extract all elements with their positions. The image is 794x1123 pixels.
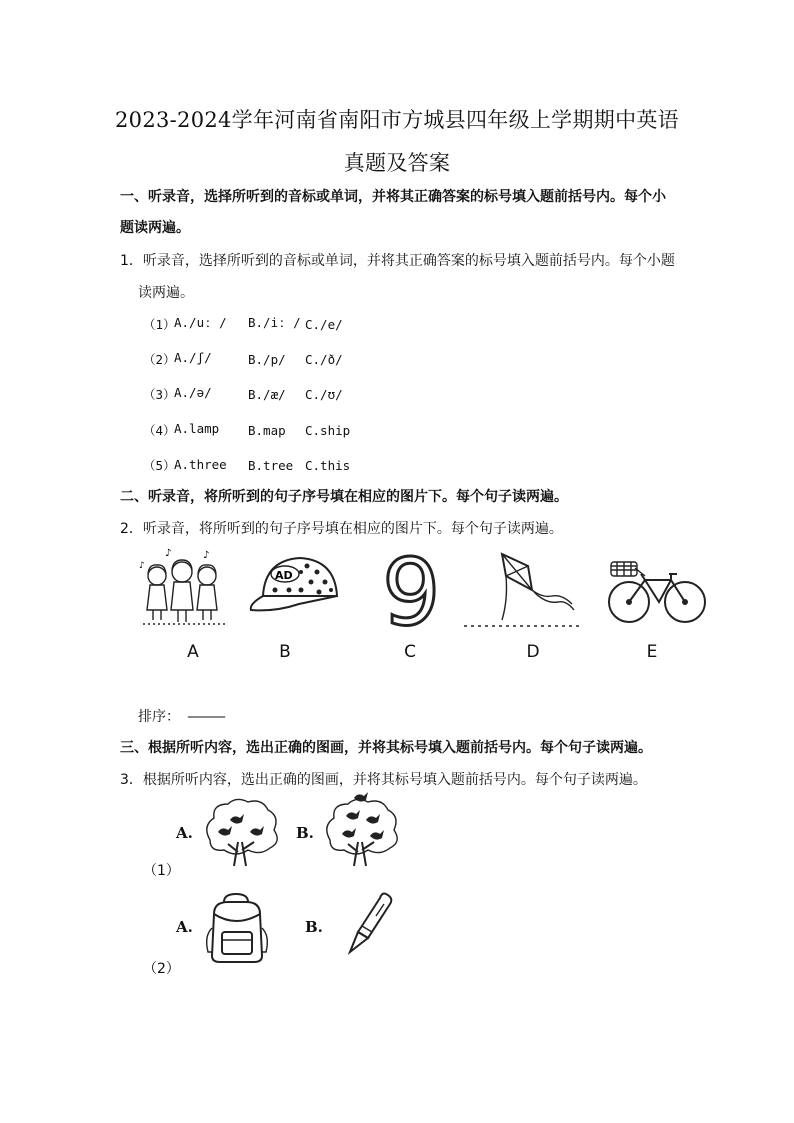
svg-text:♪: ♪ [139, 561, 145, 571]
section1-heading-line1: 一、听录音，选择所听到的音标或单词，并将其正确答案的标号填入题前括号内。每个小 [120, 189, 666, 205]
option-c: C./e/ [305, 317, 343, 332]
option-row-number: （1） [143, 317, 176, 332]
order-label: 排序： [138, 709, 180, 725]
option-a: A.lamp [174, 421, 220, 436]
option-b: B./iː / [248, 315, 301, 330]
option-a: A./ʃ/ [174, 350, 212, 365]
option-row-number: （3） [143, 387, 176, 402]
section2-heading: 二、听录音，将所听到的句子序号填在相应的图片下。每个句子读两遍。 [120, 489, 568, 505]
section1-heading-line2: 题读两遍。 [120, 220, 190, 236]
option-c: C./ʊ/ [305, 387, 343, 402]
picture-label-e: E [646, 642, 658, 662]
option-c: C.this [305, 458, 351, 473]
picture-label-b: B [279, 642, 291, 662]
cap-picture [245, 552, 345, 622]
row1-option-a-label: A. [176, 824, 193, 842]
row2-number: （2） [143, 961, 180, 977]
option-a: A.three [174, 457, 227, 472]
picture-label-a: A [187, 642, 199, 662]
row1-option-b-label: B. [296, 824, 314, 842]
option-row-number: （5） [143, 458, 176, 473]
option-a: A./ə/ [174, 385, 212, 400]
option-c: C./ð/ [305, 352, 343, 367]
option-b: B./æ/ [248, 387, 286, 402]
section3-heading: 三、根据所听内容，选出正确的图画，并将其标号填入题前括号内。每个句子读两遍。 [120, 740, 652, 756]
question2: 2．听录音，将所听到的句子序号填在相应的图片下。每个句子读两遍。 [120, 521, 563, 537]
cap-text: AD [275, 569, 293, 582]
row2-option-b-label: B. [305, 918, 323, 936]
children-singing-picture [135, 548, 235, 628]
picture-label-c: C [404, 642, 416, 662]
kite-picture [462, 550, 582, 632]
number-nine-picture [380, 539, 452, 646]
option-a: A./uː / [174, 315, 227, 330]
question1-line2: 读两遍。 [138, 285, 194, 301]
question3: 3．根据所听内容，选出正确的图画，并将其标号填入题前括号内。每个句子读两遍。 [120, 772, 647, 788]
page-title-line1: 2023-2024学年河南省南阳市方城县四年级上学期期中英语 [115, 108, 679, 132]
backpack-picture [200, 892, 276, 964]
row2-option-a-label: A. [176, 918, 193, 936]
svg-text:♪: ♪ [203, 550, 210, 561]
bicycle-picture [605, 554, 709, 626]
picture-label-d: D [526, 642, 540, 662]
option-b: B./p/ [248, 352, 286, 367]
tree-with-birds-picture [320, 794, 402, 868]
order-answer-blank[interactable]: ______ [188, 702, 224, 718]
option-b: B.map [248, 423, 286, 438]
fountain-pen-picture [338, 890, 398, 966]
row1-number: （1） [143, 863, 180, 879]
svg-text:♪: ♪ [165, 548, 172, 559]
option-row-number: （2） [143, 352, 176, 367]
question1-line1: 1．听录音，选择所听到的音标或单词，并将其正确答案的标号填入题前括号内。每个小题 [120, 253, 675, 269]
digit-nine: 9 [382, 539, 441, 646]
tree-with-birds-picture [200, 796, 282, 868]
option-row-number: （4） [143, 423, 176, 438]
page-title-line2: 真题及答案 [343, 151, 451, 175]
option-b: B.tree [248, 458, 294, 473]
option-c: C.ship [305, 423, 351, 438]
